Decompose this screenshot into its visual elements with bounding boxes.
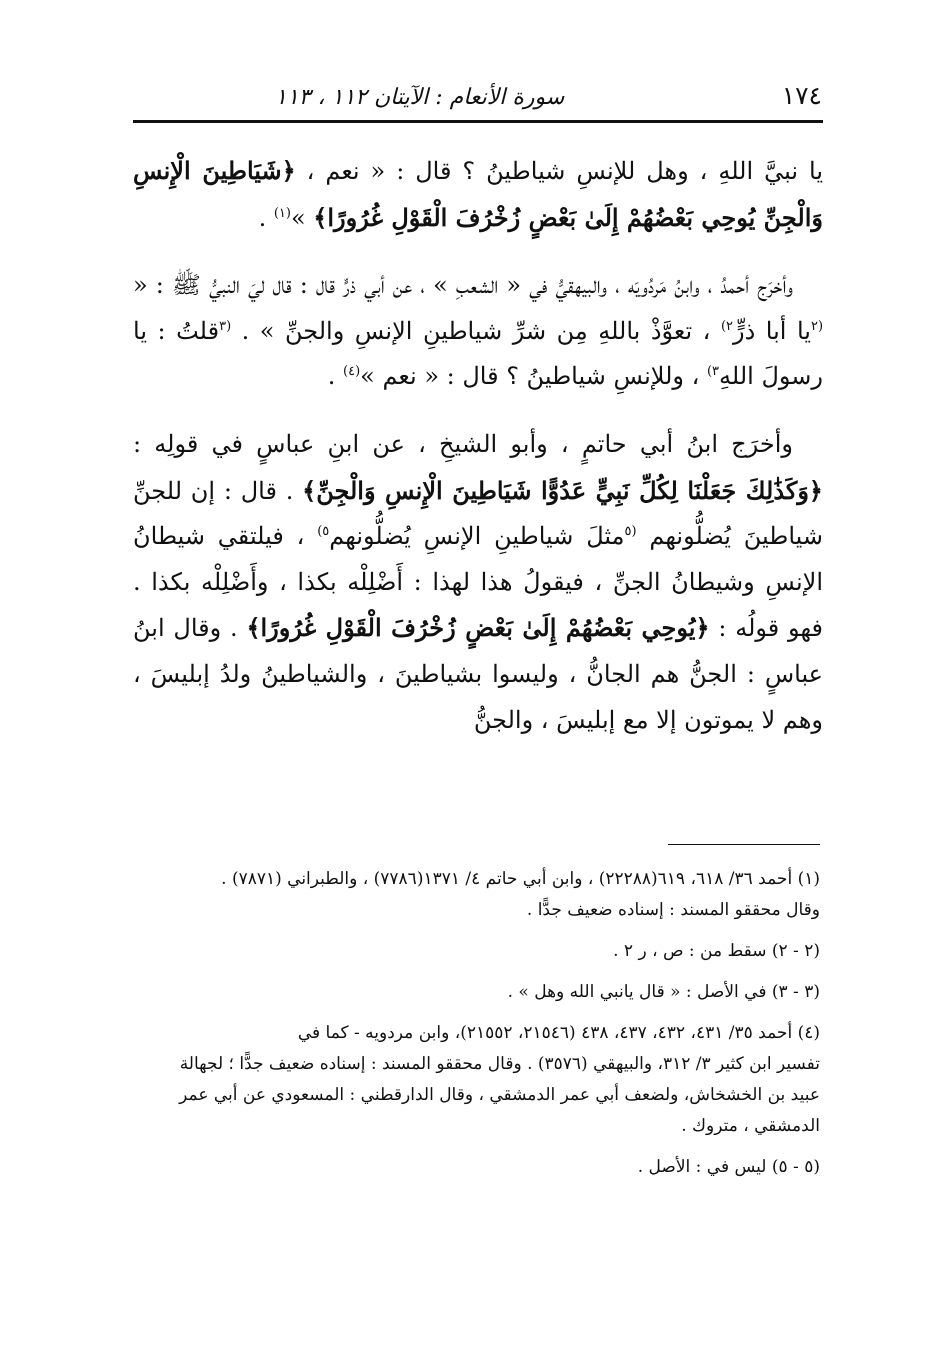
quran-verse: ﴿شَيَاطِينَ الْإِنسِ وَالْجِنِّ يُوحِي بَعْضُهُمْ إِلَىٰ بَعْضٍ زُخْرُفَ الْقَوْلِ غُرُورًا﴾ xyxy=(133,156,823,232)
footnote-line: (٣ - ٣) في الأصل : « قال يانبي الله وهل » . xyxy=(507,982,820,1002)
footnote-line: (٤) أحمد ٣٥/ ٤٣١، ٤٣٢، ٤٣٧، ٤٣٨ (٢١٥٤٦، ٢١٥٥٢)، وابن مردويه - كما في xyxy=(297,1023,820,1043)
footnote-marker: ٢) xyxy=(720,318,733,334)
text-run: . قال : إن للجنِّ شياطينَ يُضلُّونهم xyxy=(133,476,823,551)
quran-verse: ﴿وَكَذَٰلِكَ جَعَلْنَا لِكُلِّ نَبِيٍّ عَدُوًّا شَيَاطِينَ الْإِنسِ وَالْجِنِّ﴾ xyxy=(302,475,823,505)
text-run: قلتُ : يا رسولَ اللهِ xyxy=(133,316,823,391)
footnote-2 xyxy=(138,936,820,967)
paragraph-2 xyxy=(133,263,823,400)
footnote-marker: (٤) xyxy=(343,364,361,380)
footnote-5 xyxy=(138,1152,820,1183)
footnote-4 xyxy=(138,1018,820,1142)
text-run: . وقال ابنُ عباسٍ : الجنُّ هم الجانُّ ، وليسوا بشياطينَ ، والشياطينُ ولدُ إبليسَ ، وهم لا يموتون إلا مع إبليسَ ، والجنُّ xyxy=(133,614,823,734)
footnotes xyxy=(138,864,820,1193)
footnote-marker: ٣) xyxy=(706,364,720,380)
footnote-line: وقال محققو المسند : إسناده ضعيف جدًّا . xyxy=(526,900,820,920)
text-run: ، فيلتقي شيطانُ الإنسِ وشيطانُ الجنِّ ، فيقولُ هذا لهذا : أَضْلِلْه بكذا ، وأَضْلِلْه بكذا . فهو قولُه : xyxy=(133,522,823,643)
footnote-separator xyxy=(668,844,820,845)
footnote-marker: (٥ xyxy=(624,524,637,540)
text-run: وأخرَج ابنُ أبي حاتمٍ ، وأبو الشيخِ ، عن ابنِ عباسٍ في قولِه : xyxy=(133,429,793,458)
text-run: وأخرَج أحمدُ ، وابنُ مَردُويَه ، والبيهقيُّ في « الشعبِ » ، عن أبي ذرٍّ قال : قال ليَ النبيُّ ﷺ : « xyxy=(133,271,793,300)
footnote-marker: ٥) xyxy=(317,524,330,540)
footnote-line: (٥ - ٥) ليس في : الأصل . xyxy=(637,1157,820,1177)
footnote-1 xyxy=(138,864,820,926)
text-run: ، تعوَّذْ باللهِ مِن شرِّ شياطينِ الإنسِ والجنِّ » . xyxy=(231,316,721,345)
footnote-line: (٢ - ٢) سقط من : ص ، ر ٢ . xyxy=(613,941,820,961)
footnote-marker: (٣ xyxy=(219,318,232,334)
paragraph-1 xyxy=(133,148,823,241)
footnote-line: (١) أحمد ٣٦/ ٦١٨، ٦١٩(٢٢٢٨٨) ، وابن أبي حاتم ٤/ ١٣٧١(٧٧٨٦) ، والطبراني (٧٨٧١) . xyxy=(221,869,820,889)
text-run: . xyxy=(258,203,274,232)
text-run: يا نبيَّ اللهِ ، وهل للإنسِ شياطينُ ؟ قال : « نعم ، xyxy=(295,157,824,185)
footnote-marker: (١) xyxy=(273,205,291,221)
footnote-3 xyxy=(138,977,820,1008)
running-title: سورة الأنعام : الآيتان ١١٢ ، ١١٣ xyxy=(275,85,565,110)
page-number: ١٧٤ xyxy=(781,81,822,110)
text-run: يا أبا ذرٍّ xyxy=(733,316,811,345)
footnote-marker: (٢ xyxy=(810,318,824,334)
page-header xyxy=(135,62,822,110)
header-rule xyxy=(133,120,823,123)
footnote-line: تفسير ابن كثير ٣/ ٣١٢، والبيهقي (٣٥٧٦) . وقال محققو المسند : إسناده ضعيف جدًّا ؛ لجهالة xyxy=(179,1054,820,1074)
text-run: مثلَ شياطينِ الإنسِ يُضلُّونهم xyxy=(329,522,625,551)
text-run: » xyxy=(290,203,314,232)
footnote-line: عبيد بن الخشخاش، ولضعف أبي عمر الدمشقي ، وقال الدارقطني : المسعودي عن أبي عمر xyxy=(179,1085,820,1105)
main-text xyxy=(133,148,823,743)
text-run: ، وللإنسِ شياطينُ ؟ قال : « نعم » xyxy=(360,362,707,391)
text-run: . xyxy=(327,362,343,391)
footnote-line: الدمشقي ، متروك . xyxy=(681,1116,820,1136)
quran-verse: ﴿يُوحِي بَعْضُهُمْ إِلَىٰ بَعْضٍ زُخْرُفَ الْقَوْلِ غُرُورًا﴾ xyxy=(246,613,710,643)
paragraph-3 xyxy=(133,422,823,743)
